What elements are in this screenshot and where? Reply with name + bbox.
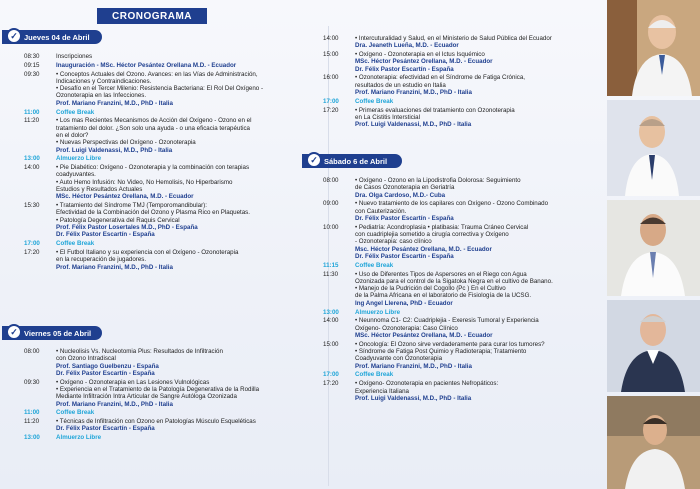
session-time: 17:20 [323, 380, 339, 388]
session-details [355, 224, 605, 260]
speaker-name: MSc. Héctor Pesántez Orellana, M.D. - Ecuador [355, 58, 493, 66]
session-text: • Uso de Diferentes Tipos de Aspersores en el Riego con Agua [355, 270, 527, 278]
session-text: Estudios y Resultados Actuales [56, 186, 143, 194]
session-text: • Nuevas Perspectivas del Oxígeno - Ozonoterapia [56, 139, 196, 147]
speaker-name: Prof. Mariano Franzini, M.D., PhD - Italia [56, 263, 173, 271]
speaker-name: Prof. Félix Pastor Losertales M.D., PhD - España [56, 224, 198, 232]
check-icon: ✓ [6, 28, 22, 44]
schedule-row [323, 371, 605, 378]
session-text: • Pediatría: Acondroplasia • platibasia: Trauma Cráneo Cervical [355, 223, 529, 231]
session-details [56, 62, 314, 69]
break-label: Coffee Break [355, 371, 394, 379]
session-details [355, 74, 605, 96]
break-label: Coffee Break [355, 97, 394, 105]
session-text: • Experiencia en el Tratamiento de la Patología Degenerativa de la Rodilla [56, 385, 260, 393]
thursday-schedule [24, 53, 314, 272]
speaker-name: Dr. Félix Pastor Escartín - España [56, 231, 155, 239]
session-details [56, 155, 314, 162]
session-time: 13:00 [323, 308, 339, 316]
speaker-name: Msc. Héctor Pesántez Orellana, M.D. - Ecuador [355, 245, 492, 253]
schedule-row [24, 164, 314, 200]
session-time: 11:20 [24, 117, 40, 125]
session-time: 08:30 [24, 53, 40, 60]
session-text: de Casos Ozonoterapia en Geriatría [355, 184, 455, 192]
speaker-name: Dr. Félix Pastor Escartín - España [56, 425, 155, 433]
session-details [56, 418, 314, 433]
speaker-name: Dr. Félix Pastor Escartín - España [355, 252, 454, 260]
schedule-row [24, 348, 314, 377]
session-text: en la recuperación de jugadores. [56, 256, 147, 264]
day-header-label: Jueves 04 de Abril [24, 32, 90, 42]
session-text: • Oxígeno - Ozonoterapia en el Ictus Isquémico [355, 51, 485, 59]
speaker-name: MSc. Héctor Pesántez Orellana, M.D. - Ecuador [56, 193, 194, 201]
speaker-photos [607, 0, 700, 489]
speaker-name: Dra. Jeaneth Lueña, M.D. - Ecuador [355, 42, 459, 50]
day-header-label: Viernes 05 de Abril [24, 328, 92, 338]
speaker-name: Dr. Félix Pastor Escartín - España [56, 369, 155, 377]
session-time: 17:00 [24, 240, 40, 248]
day-header-saturday [302, 154, 402, 168]
speaker-photo-4 [607, 300, 700, 392]
session-time: 17:00 [323, 371, 339, 379]
check-icon: ✓ [6, 324, 22, 340]
schedule-row [24, 109, 314, 116]
session-time: 17:00 [323, 97, 339, 105]
session-details [355, 177, 605, 199]
session-details [56, 53, 314, 60]
session-text: • Primeras evaluaciones del tratamiento con Ozonoterapia [355, 106, 515, 114]
session-text: Inauguración - MSc. Héctor Pesántez Orellana M.D. - Ecuador [56, 61, 237, 69]
session-text: • Los mas Recientes Mecanismos de Acción del Oxígeno - Ozono en el [56, 117, 252, 125]
break-label: Coffee Break [56, 409, 95, 417]
check-icon: ✓ [306, 152, 322, 168]
schedule-row [323, 271, 605, 307]
day-header-friday [2, 326, 102, 340]
schedule-row [24, 71, 314, 107]
schedule-row [24, 202, 314, 238]
session-text: coadyuvantes. [56, 171, 96, 179]
session-text: • Intercuturalidad y Salud, en el Ministerio de Salud Pública del Ecuador [355, 35, 552, 42]
session-time: 11:15 [323, 261, 339, 269]
session-time: 11:20 [24, 418, 40, 426]
session-text: • Manejo de la Pudrición del Cogollo (Pc ) En el Cultivo [355, 285, 506, 293]
session-details [56, 117, 314, 153]
session-text: • Nucleolisis Vs. Nucleotomia Plus: Resultados de Infiltración [56, 348, 223, 355]
session-text: • Oxígeno - Ozonoterapia en Las Lesiones Vulnológicas [56, 378, 210, 386]
session-time: 08:00 [24, 348, 40, 355]
session-time: 09:30 [24, 70, 40, 78]
session-text: en el dolor? [56, 131, 89, 139]
schedule-row [24, 418, 314, 433]
session-text: • Auto Hemo Infusión: No Video, No Hemolisis, No Hiperbarismo [56, 178, 233, 186]
schedule-row [323, 317, 605, 339]
day-header-label: Sábado 6 de Abril [324, 156, 388, 166]
speaker-name: MSc. Héctor Pesántez Orellana, M.D. - Ecuador [355, 331, 493, 339]
session-text: • Tratamiento del Síndrome TMJ (Temporomandibular): [56, 202, 207, 210]
session-text: Coadyuvante con Ozonoterapia [355, 355, 443, 363]
schedule-row [323, 98, 605, 105]
session-text: Indicaciones y Contraindicaciones. [56, 77, 152, 85]
schedule-row [323, 177, 605, 199]
session-details [56, 434, 314, 441]
session-text: resultados de un estudio en Italia [355, 81, 446, 89]
session-time: 11:00 [24, 409, 40, 417]
session-details [56, 240, 314, 247]
speaker-photo-1 [607, 0, 700, 96]
session-text: Inscripciones [56, 53, 93, 60]
session-details [56, 71, 314, 107]
session-details [56, 249, 314, 271]
schedule-row [24, 155, 314, 162]
session-details [355, 35, 605, 50]
session-time: 13:00 [24, 434, 40, 442]
speaker-photo-2 [607, 100, 700, 196]
schedule-row [24, 53, 314, 60]
session-time: 09:15 [24, 61, 40, 69]
session-time: 15:30 [24, 202, 40, 210]
session-details [56, 348, 314, 377]
speaker-name: Dra. Olga Cardoso, M.D.- Cuba [355, 191, 446, 199]
session-time: 15:00 [323, 51, 339, 59]
session-text: con cuadriplejia sometido a cirugía correctiva y Oxígeno [355, 231, 509, 239]
session-details [355, 317, 605, 339]
break-label: Almuerzo Libre [56, 434, 102, 442]
speaker-name: Prof. Mariano Franzini, M.D., PhD - Italia [56, 99, 173, 107]
session-text: Ozonoterapia en las Infecciones. [56, 92, 147, 100]
session-details [355, 371, 605, 378]
break-label: Coffee Break [56, 240, 95, 248]
session-time: 11:30 [323, 270, 339, 278]
schedule-row [323, 107, 605, 129]
speaker-name: Prof. Luigi Valdenassi, M.D., PhD - Italia [56, 146, 173, 154]
session-text: Oxígeno- Ozonoterapia: Caso Clínico [355, 324, 458, 332]
session-details [56, 379, 314, 408]
session-text: • Patología Degenerativa del Raquis Cervical [56, 216, 180, 224]
schedule-row [323, 200, 605, 222]
schedule-row [24, 409, 314, 416]
session-details [56, 109, 314, 116]
page-title: CRONOGRAMA [97, 8, 207, 24]
session-time: 14:00 [24, 164, 40, 172]
session-time: 14:00 [323, 317, 339, 325]
session-details [56, 202, 314, 238]
session-details [355, 341, 605, 370]
schedule-row [323, 262, 605, 269]
session-time: 08:00 [323, 177, 339, 184]
session-text: • Nuevo tratamiento de los capilares con Oxígeno - Ozono Combinado [355, 200, 549, 208]
session-text: • Desafío en el Tercer Milenio: Resistencia Bacteriana: El Rol Del Oxígeno - [56, 85, 264, 93]
schedule-row [323, 35, 605, 50]
session-details [355, 107, 605, 129]
session-text: en La Cistitis Intersticial [355, 113, 420, 121]
session-details [56, 164, 314, 200]
session-details [355, 200, 605, 222]
session-text: • El Futbol Italiano y su experiencia con el Oxígeno - Ozonoterapia [56, 248, 239, 256]
schedule-row [323, 224, 605, 260]
speaker-name: Dr. Félix Pastor Escartín - España [355, 214, 454, 222]
speaker-photo-5 [607, 396, 700, 489]
schedule-row [24, 240, 314, 247]
session-time: 10:00 [323, 223, 339, 231]
session-text: • Síndrome de Fatiga Post Quimio y Radioterapia; Tratamiento [355, 348, 527, 356]
schedule-row [24, 117, 314, 153]
schedule-row [24, 434, 314, 441]
speaker-name: Prof. Mariano Franzini, M.D., PhD - Italia [355, 89, 472, 97]
session-details [355, 309, 605, 316]
session-time: 13:00 [24, 155, 40, 163]
break-label: Almuerzo Libre [56, 155, 102, 163]
schedule-row [323, 74, 605, 96]
speaker-name: Prof. Luigi Valdenassi, M.D., PhD - Italia [355, 394, 472, 402]
session-details [355, 271, 605, 307]
session-time: 17:20 [323, 106, 339, 114]
schedule-row [323, 380, 605, 402]
session-text: con Ozono Intradiscal [56, 355, 116, 363]
friday-afternoon-schedule [323, 35, 605, 130]
session-text: • Técnicas de Infiltración con Ozono en Patologías Músculo Esqueléticas [56, 418, 256, 426]
break-label: Coffee Break [355, 261, 394, 269]
speaker-name: Ing Angel Llerena, PhD - Ecuador [355, 299, 453, 307]
session-text: • Oncología: El Ozono sirve verdaderamente para curar los tumores? [355, 340, 545, 348]
speaker-name: Prof. Luigi Valdenassi, M.D., PhD - Italia [355, 121, 472, 129]
session-text: de la Palma Africana en el laboratorio de Fisiología de la UCSG. [355, 292, 532, 300]
session-details [355, 51, 605, 73]
session-text: • Oxígeno - Ozono en la Lipodistrofia Dolorosa: Seguimiento [355, 177, 521, 184]
session-text: Mediante Infiltración Intra Articular de Sangre Autóloga Ozonizada [56, 393, 237, 401]
session-details [355, 262, 605, 269]
schedule-row [323, 341, 605, 370]
session-time: 16:00 [323, 74, 339, 82]
break-label: Almuerzo Libre [355, 308, 401, 316]
session-text: con Cauterización. [355, 207, 407, 215]
session-details [56, 409, 314, 416]
saturday-schedule [323, 177, 605, 404]
session-text: Efectividad de la Combinación del Ozono y Plasma Rico en Plaquetas. [56, 209, 250, 217]
schedule-row [24, 62, 314, 69]
speaker-photo-3 [607, 200, 700, 296]
session-time: 09:30 [24, 378, 40, 386]
schedule-row [24, 379, 314, 408]
session-text: • Oxígeno- Ozonoterapia en pacientes Nefropáticos: [355, 380, 499, 388]
session-time: 09:00 [323, 200, 339, 208]
schedule-row [323, 51, 605, 73]
speaker-name: Dr. Félix Pastor Escartín - España [355, 65, 454, 73]
session-text: Ozonizada para el control de la Sigatoka Negra en el cultivo de Banano. [355, 277, 553, 285]
schedule-row [323, 309, 605, 316]
session-text: • Pie Diabético: Oxígeno - Ozonoterapia y la combinación con terapias [56, 164, 250, 172]
session-time: 17:20 [24, 248, 40, 256]
session-details [355, 98, 605, 105]
session-text: - Ozonoterapia: caso clínico [355, 238, 432, 246]
session-text: Experiencia Italiana [355, 387, 410, 395]
speaker-name: Prof. Mariano Franzini, M.D., PhD - Italia [355, 362, 472, 370]
session-text: • Ozonoterapia: efectividad en el Síndrome de Fatiga Crónica, [355, 74, 526, 82]
session-text: tratamiento del dolor. ¿Son solo una ayuda - o una eficacia terapéutica [56, 124, 250, 132]
schedule-row [24, 249, 314, 271]
speaker-name: Prof. Mariano Franzini, M.D., PhD - Italia [56, 400, 173, 408]
session-time: 15:00 [323, 340, 339, 348]
break-label: Coffee Break [56, 108, 95, 116]
day-header-thursday [2, 30, 102, 44]
session-text: • Conceptos Actuales del Ozono. Avances: en las Vías de Administración, [56, 70, 258, 78]
session-text: • Neunnoma C1- C2: Cuadriplejia - Exeresis Tumoral y Experiencia [355, 317, 539, 325]
friday-schedule [24, 348, 314, 443]
speaker-name: Prof. Santiago Guelbenzu - España [56, 362, 159, 370]
session-time: 14:00 [323, 35, 339, 42]
session-details [355, 380, 605, 402]
session-time: 11:00 [24, 108, 40, 116]
